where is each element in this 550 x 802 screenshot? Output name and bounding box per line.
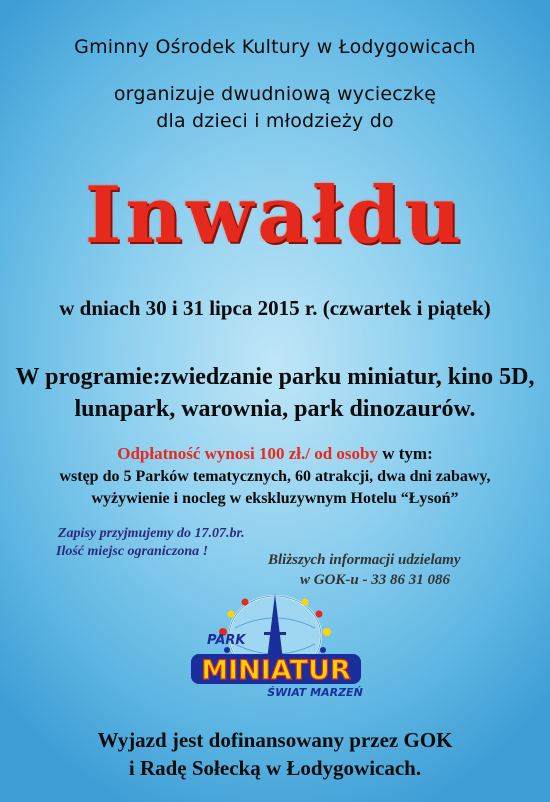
footer-line-2: i Radę Sołecką w Łodygowicach. <box>128 756 422 780</box>
program-line-2: lunapark, warownia, park dinozaurów. <box>74 396 476 422</box>
header-line-2: organizuje dwudniową wycieczkę <box>113 83 437 105</box>
header-line-1: Gminny Ośrodek Kultury w Łodygowicach <box>74 36 476 58</box>
cost-suffix: w tym: <box>377 444 433 463</box>
header-line-3: dla dzieci i młodzieży do <box>156 110 394 132</box>
footer-line-1: Wyjazd jest dofinansowany przez GOK <box>97 728 453 752</box>
logo-miniatur-text: MINIATUR <box>201 655 351 686</box>
logo-park-text: PARK <box>207 633 246 648</box>
cost-highlight: Odpłatność wynosi 100 zł./ od osoby <box>117 444 378 463</box>
cost-line-3: wyżywienie i nocleg w ekskluzywnym Hotelu “Łysoń” <box>91 490 459 507</box>
trip-dates: w dniach 30 i 31 lipca 2015 r. (czwartek i piątek) <box>59 296 491 320</box>
contact-line-1: Bliższych informacji udzielamy <box>268 552 461 568</box>
signup-line-2: Ilość miejsc ograniczona ! <box>56 544 209 559</box>
cost-line-2: wstęp do 5 Parków tematycznych, 60 atrakcji, dwa dni zabawy, <box>59 468 491 485</box>
cost-line-1 <box>0 445 550 463</box>
logo-swiat-text: ŚWIAT MARZEŃ <box>267 686 363 699</box>
signup-line-1: Zapisy przyjmujemy do 17.07.br. <box>58 526 245 541</box>
program-line-1: W programie:zwiedzanie parku miniatur, kino 5D, <box>15 364 535 390</box>
contact-line-2: w GOK-u - 33 86 31 086 <box>300 572 451 588</box>
park-miniatur-logo <box>165 588 385 713</box>
destination-title: Inwałdu <box>84 170 466 261</box>
